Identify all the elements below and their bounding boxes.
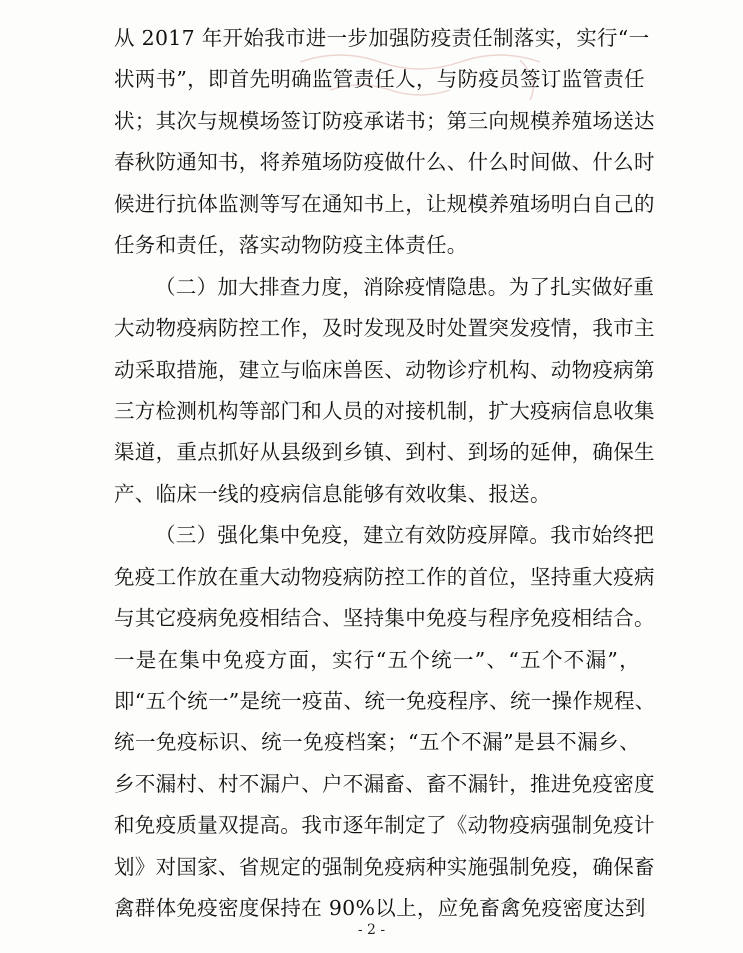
- text-line: 状两书”，即首先明确监管责任人，与防疫员签订监管责任: [114, 67, 645, 92]
- text-line: 免疫工作放在重大动物疫病防控工作的首位，坚持重大疫病: [114, 564, 655, 589]
- text-line: 渠道，重点抓好从县级到乡镇、到村、到场的延伸，确保生: [114, 440, 655, 465]
- text-line: 大动物疫病防控工作，及时发现及时处置突发疫情，我市主: [114, 316, 655, 341]
- text-line: 禽群体免疫密度保持在 90%以上，应免畜禽免疫密度达到: [114, 896, 646, 921]
- text-line: 候进行抗体监测等写在通知书上，让规模养殖场明白自己的: [114, 191, 655, 216]
- text-line: 与其它疫病免疫相结合、坚持集中免疫与程序免疫相结合。: [114, 606, 655, 631]
- page-number: - 2 -: [357, 922, 386, 938]
- text-line: 划》对国家、省规定的强制免疫病种实施强制免疫，确保畜: [114, 854, 655, 879]
- text-line: 任务和责任，落实动物防疫主体责任。: [114, 233, 468, 258]
- text-line: 动采取措施，建立与临床兽医、动物诊疗机构、动物疫病第: [114, 357, 655, 382]
- text-line: 三方检测机构等部门和人员的对接机制，扩大疫病信息收集: [114, 398, 655, 423]
- body-text: [114, 18, 656, 930]
- section-heading-line: （二）加大排查力度，消除疫情隐患。为了扎实做好重: [155, 274, 655, 299]
- text-line: 乡不漏村、村不漏户、户不漏畜、畜不漏针，推进免疫密度: [114, 771, 655, 796]
- section-heading-line: （三）强化集中免疫，建立有效防疫屏障。我市始终把: [155, 523, 655, 548]
- text-line: 产、临床一线的疫病信息能够有效收集、报送。: [114, 481, 551, 506]
- text-line: 春秋防通知书，将养殖场防疫做什么、什么时间做、什么时: [114, 150, 655, 175]
- text-line: 从 2017 年开始我市进一步加强防疫责任制落实，实行“一: [114, 26, 650, 50]
- text-line: 和免疫质量双提高。我市逐年制定了《动物疫病强制免疫计: [114, 813, 655, 838]
- text-line: 即“五个统一”是统一疫苗、统一免疫程序、统一操作规程、: [114, 689, 656, 713]
- text-line: 状；其次与规模场签订防疫承诺书；第三向规模养殖场送达: [114, 108, 655, 133]
- text-line: 统一免疫标识、统一免疫档案；“五个不漏”是县不漏乡、: [114, 730, 640, 755]
- text-line: 一是在集中免疫方面，实行“五个统一”、“五个不漏”，: [114, 647, 640, 672]
